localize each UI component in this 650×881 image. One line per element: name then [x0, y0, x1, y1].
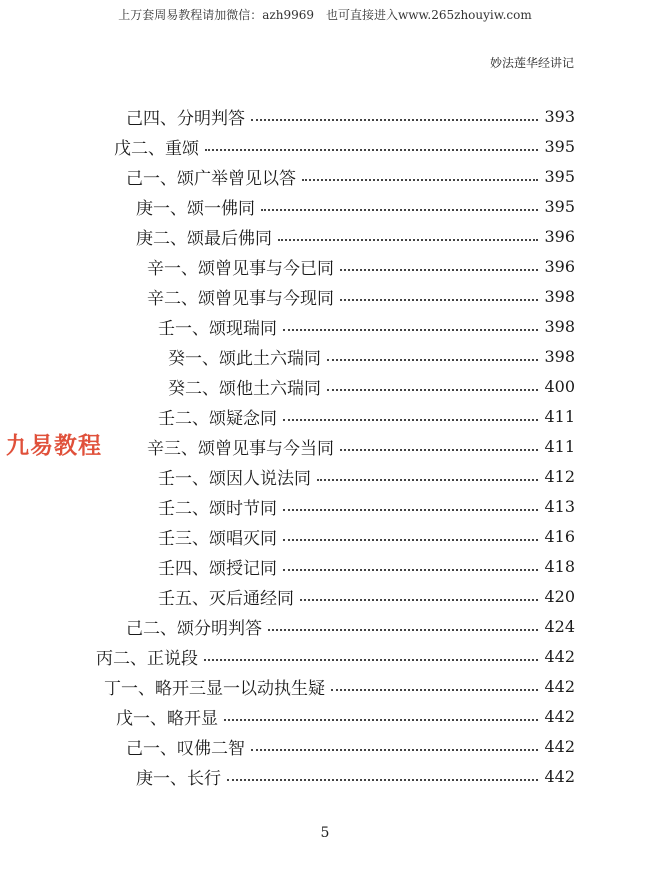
toc-dot-leader [224, 717, 538, 721]
toc-entry-title: 辛三、颂曾见事与今当同 [147, 438, 334, 459]
toc-dot-leader [283, 327, 538, 331]
toc-entry-title: 己一、叹佛二智 [126, 738, 245, 759]
toc-entry-page: 395 [544, 196, 575, 216]
toc-dot-leader [227, 777, 538, 781]
toc-dot-leader [268, 627, 538, 631]
toc-entry[interactable] [158, 581, 575, 611]
toc-entry[interactable] [168, 341, 575, 371]
toc-entry[interactable] [147, 251, 575, 281]
toc-dot-leader [205, 147, 538, 151]
toc-entry-page: 442 [544, 766, 575, 786]
toc-dot-leader [340, 447, 538, 451]
toc-entry-page: 398 [544, 316, 575, 336]
toc-entry-page: 396 [544, 256, 575, 276]
toc-entry[interactable] [136, 761, 575, 791]
toc-dot-leader [300, 597, 538, 601]
toc-entry-page: 442 [544, 736, 575, 756]
toc-entry[interactable] [147, 431, 575, 461]
toc-entry-title: 丁一、略开三显一以动执生疑 [104, 678, 325, 699]
toc-entry-title: 辛二、颂曾见事与今现同 [147, 288, 334, 309]
toc-entry-page: 395 [544, 136, 575, 156]
running-header: 妙法莲华经讲记 [489, 56, 574, 70]
toc-entry[interactable] [126, 611, 575, 641]
toc-entry-title: 丙二、正说段 [96, 648, 198, 669]
page-number: 5 [320, 825, 330, 841]
toc-entry[interactable] [114, 131, 575, 161]
toc-entry-title: 壬一、颂因人说法同 [158, 468, 311, 489]
toc-entry[interactable] [126, 161, 575, 191]
toc-dot-leader [204, 657, 538, 661]
toc-entry[interactable] [147, 281, 575, 311]
toc-dot-leader [283, 567, 538, 571]
toc-entry[interactable] [136, 221, 575, 251]
toc-entry-title: 壬四、颂授记同 [158, 558, 277, 579]
toc-dot-leader [283, 507, 538, 511]
toc-entry-page: 424 [544, 616, 575, 636]
toc-entry-page: 411 [544, 436, 575, 456]
toc-entry-title: 壬二、颂时节同 [158, 498, 277, 519]
toc-dot-leader [317, 477, 538, 481]
toc-dot-leader [327, 357, 538, 361]
toc-entry[interactable] [158, 521, 575, 551]
toc-dot-leader [283, 417, 538, 421]
toc-entry[interactable] [136, 191, 575, 221]
toc-dot-leader [331, 687, 538, 691]
toc-dot-leader [327, 387, 538, 391]
toc-entry-title: 辛一、颂曾见事与今已同 [147, 258, 334, 279]
toc-entry-title: 癸二、颂他土六瑞同 [168, 378, 321, 399]
toc-dot-leader [283, 537, 538, 541]
toc-entry[interactable] [158, 491, 575, 521]
toc-entry-page: 420 [544, 586, 575, 606]
toc-entry-page: 413 [544, 496, 575, 516]
toc-entry-page: 412 [544, 466, 575, 486]
toc-entry-title: 壬二、颂疑念同 [158, 408, 277, 429]
toc-entry-page: 442 [544, 676, 575, 696]
toc-entry[interactable] [96, 641, 575, 671]
toc-entry-page: 418 [544, 556, 575, 576]
toc-dot-leader [251, 117, 538, 121]
toc-entry-page: 393 [544, 106, 575, 126]
toc-dot-leader [340, 297, 538, 301]
watermark-logo: 九易教程 [6, 433, 102, 459]
toc-dot-leader [251, 747, 538, 751]
toc-entry-page: 411 [544, 406, 575, 426]
toc-entry-title: 癸一、颂此土六瑞同 [168, 348, 321, 369]
toc-entry-title: 戊二、重颂 [114, 138, 199, 159]
toc-entry-title: 壬三、颂唱灭同 [158, 528, 277, 549]
toc-entry-page: 398 [544, 286, 575, 306]
top-banner: 上万套周易教程请加微信：azh9969 也可直接进入www.265zhouyiw.com [118, 8, 532, 22]
toc-entry-page: 442 [544, 646, 575, 666]
toc-dot-leader [340, 267, 538, 271]
toc-dot-leader [302, 177, 538, 181]
toc-dot-leader [261, 207, 538, 211]
toc-entry[interactable] [168, 371, 575, 401]
toc-entry[interactable] [158, 551, 575, 581]
toc-entry[interactable] [158, 461, 575, 491]
toc-entry-page: 395 [544, 166, 575, 186]
toc-entry-title: 庚二、颂最后佛同 [136, 228, 272, 249]
toc-entry-page: 416 [544, 526, 575, 546]
toc-entry[interactable] [126, 731, 575, 761]
toc-entry[interactable] [126, 101, 575, 131]
toc-entry-page: 442 [544, 706, 575, 726]
toc-entry-title: 己四、分明判答 [126, 108, 245, 129]
toc-entry[interactable] [158, 311, 575, 341]
toc-entry[interactable] [158, 401, 575, 431]
toc-entry[interactable] [116, 701, 575, 731]
toc-entry-title: 庚一、长行 [136, 768, 221, 789]
toc-entry-title: 戊一、略开显 [116, 708, 218, 729]
toc-entry-title: 庚一、颂一佛同 [136, 198, 255, 219]
toc-entry-page: 400 [544, 376, 575, 396]
toc-dot-leader [278, 237, 538, 241]
toc-entry-title: 己一、颂广举曾见以答 [126, 168, 296, 189]
toc-entry[interactable] [104, 671, 575, 701]
toc-entry-page: 398 [544, 346, 575, 366]
toc-entry-title: 壬一、颂现瑞同 [158, 318, 277, 339]
toc-entry-title: 己二、颂分明判答 [126, 618, 262, 639]
toc-entry-page: 396 [544, 226, 575, 246]
toc-entry-title: 壬五、灭后通经同 [158, 588, 294, 609]
